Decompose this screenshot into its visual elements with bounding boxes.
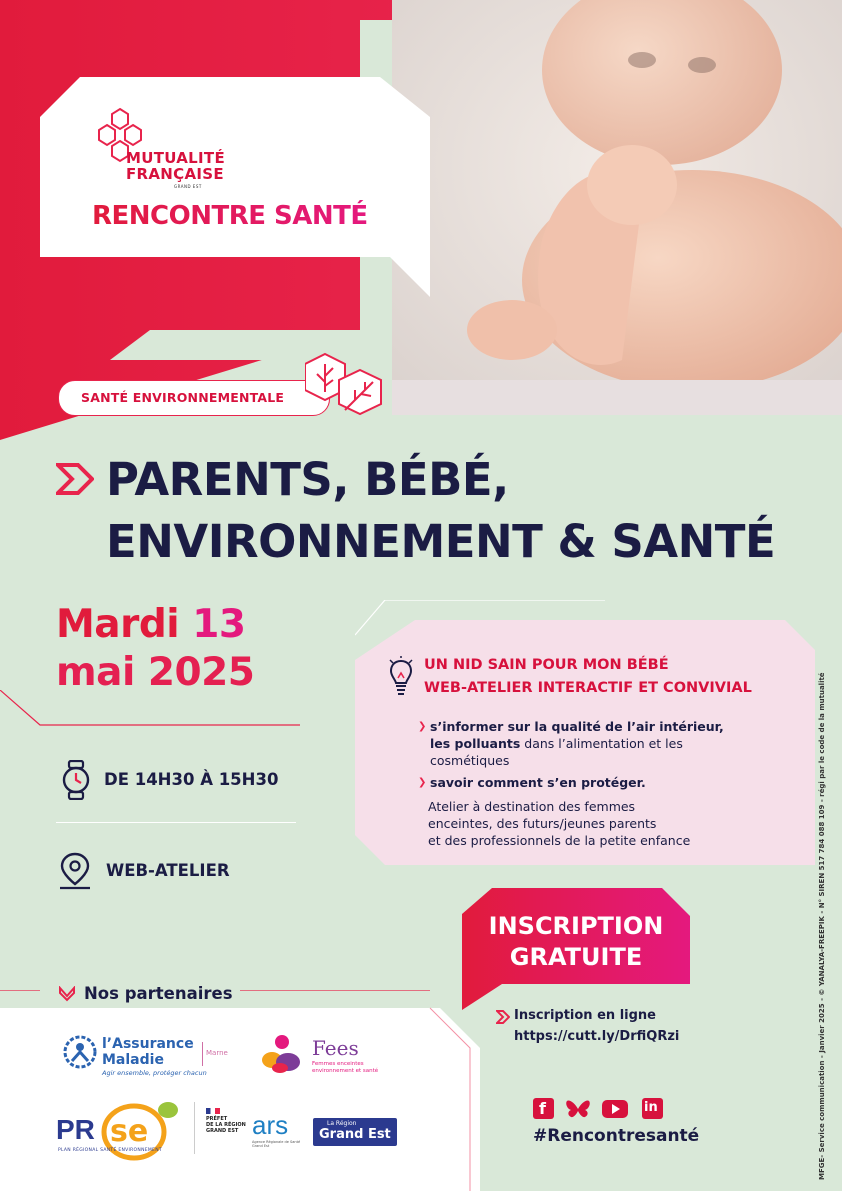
- partners-heart-icon: [58, 986, 76, 1002]
- fees-name: Fees: [312, 1036, 359, 1060]
- workshop-heading2: WEB-ATELIER INTERACTIF ET CONVIVIAL: [424, 680, 752, 696]
- partners-heading: Nos partenaires: [84, 984, 233, 1003]
- assurance-tagline: Agir ensemble, protéger chacun: [102, 1069, 207, 1077]
- bullet-1-bold2: les polluants: [430, 736, 521, 751]
- assurance-divider: [202, 1042, 203, 1066]
- ars-name: ars: [252, 1110, 289, 1140]
- assurance-line2: Maladie: [102, 1052, 164, 1068]
- facebook-icon[interactable]: f: [533, 1098, 554, 1119]
- date-line2: mai 2025: [56, 650, 255, 695]
- partners-background: [0, 990, 500, 1191]
- marianne-flag-icon: [206, 1108, 220, 1114]
- brand-line1: MUTUALITÉ: [126, 149, 225, 167]
- youtube-icon[interactable]: [602, 1100, 628, 1118]
- bullet-1-rest: dans l’alimentation et les: [520, 736, 683, 751]
- assurance-dept: Marne: [206, 1049, 228, 1057]
- date-day: Mardi: [56, 602, 180, 647]
- bullet-2-bold: savoir comment s’en protéger.: [430, 775, 646, 790]
- lightbulb-icon: [388, 656, 414, 698]
- prefet-text: [206, 1116, 246, 1134]
- chevron-right-icon: [56, 463, 94, 495]
- prse-caption: PLAN RÉGIONAL SANTÉ ENVIRONNEMENT: [58, 1148, 162, 1153]
- fees-tagline: [312, 1061, 378, 1074]
- title-line1: PARENTS, BÉBÉ,: [106, 453, 509, 506]
- baby-photo-illustration: [392, 0, 842, 415]
- ars-caption: Agence Régionale de Santé Grand Est: [252, 1140, 301, 1148]
- date-line1: [56, 602, 246, 647]
- hashtag: #Rencontresanté: [533, 1126, 700, 1146]
- bullet-1-rest2: cosmétiques: [430, 753, 510, 768]
- registration-url[interactable]: https://cutt.ly/DrfiQRzi: [514, 1029, 680, 1044]
- registration-line1: INSCRIPTION: [488, 912, 664, 940]
- date-number: 13: [192, 602, 246, 647]
- assurance-maladie-name: [102, 1036, 194, 1068]
- prefet-left-rule: [194, 1102, 195, 1154]
- region-name: Grand Est: [319, 1127, 391, 1142]
- credits-text: MFGE- Service communication - Janvier 2025 - © YANALYA-FREEPIK - N° SIREN 517 784 088 109 - régi par le code de la mutualité: [818, 672, 826, 1180]
- leaf-icon: [305, 352, 385, 422]
- bullet-1: [418, 718, 770, 769]
- assurance-line1: l’Assurance: [102, 1036, 194, 1052]
- workshop-audience: [428, 798, 768, 849]
- watch-icon: [60, 760, 92, 800]
- bullet-2-marker: ❯: [418, 777, 427, 788]
- audience-line2: enceintes, des futurs/jeunes parents: [428, 816, 657, 831]
- registration-title: [462, 911, 690, 973]
- registration-online-label: Inscription en ligne: [514, 1008, 656, 1023]
- fees-logo-icon: [258, 1032, 306, 1074]
- time-divider: [56, 822, 296, 823]
- prse-se: se: [110, 1114, 149, 1149]
- divider-line: [0, 690, 310, 730]
- prefet-line1: PRÉFET: [206, 1116, 228, 1122]
- linkedin-icon[interactable]: in: [642, 1098, 663, 1119]
- title-line2: ENVIRONNEMENT & SANTÉ: [106, 515, 776, 568]
- registration-line2: GRATUITE: [509, 943, 643, 971]
- prefet-line3: GRAND EST: [206, 1128, 239, 1134]
- theme-tag: [58, 380, 330, 416]
- time-text: DE 14H30 À 15H30: [104, 770, 279, 789]
- location-text: WEB-ATELIER: [106, 861, 230, 880]
- brand-line2: FRANÇAISE: [126, 165, 224, 183]
- fees-tagline2: environnement et santé: [312, 1067, 379, 1074]
- brand-region: GRAND EST: [174, 184, 202, 189]
- event-type-svg: [92, 196, 422, 232]
- audience-line3: et des professionnels de la petite enfance: [428, 833, 691, 848]
- event-type-title: [92, 196, 422, 239]
- bluesky-icon[interactable]: [565, 1098, 591, 1120]
- prse-letters: PR: [56, 1114, 95, 1145]
- bullet-2: [418, 774, 770, 791]
- prefet-line2: DE LA RÉGION: [206, 1122, 246, 1128]
- event-type-text: RENCONTRE SANTÉ: [92, 201, 368, 231]
- baby-photo: [392, 0, 842, 415]
- assurance-maladie-logo-icon: [60, 1035, 100, 1069]
- bullet-1-marker: ❯: [418, 721, 427, 732]
- fees-tagline1: Femmes enceintes: [312, 1061, 364, 1067]
- workshop-heading1: UN NID SAIN POUR MON BÉBÉ: [424, 657, 669, 673]
- audience-line1: Atelier à destination des femmes: [428, 799, 636, 814]
- location-pin-icon: [58, 852, 92, 890]
- region-small: La Région: [327, 1120, 357, 1127]
- region-grand-est-logo: [313, 1118, 397, 1146]
- theme-tag-label: SANTÉ ENVIRONNEMENTALE: [81, 390, 285, 405]
- bullet-1-bold: s’informer sur la qualité de l’air intérieur,: [430, 719, 724, 734]
